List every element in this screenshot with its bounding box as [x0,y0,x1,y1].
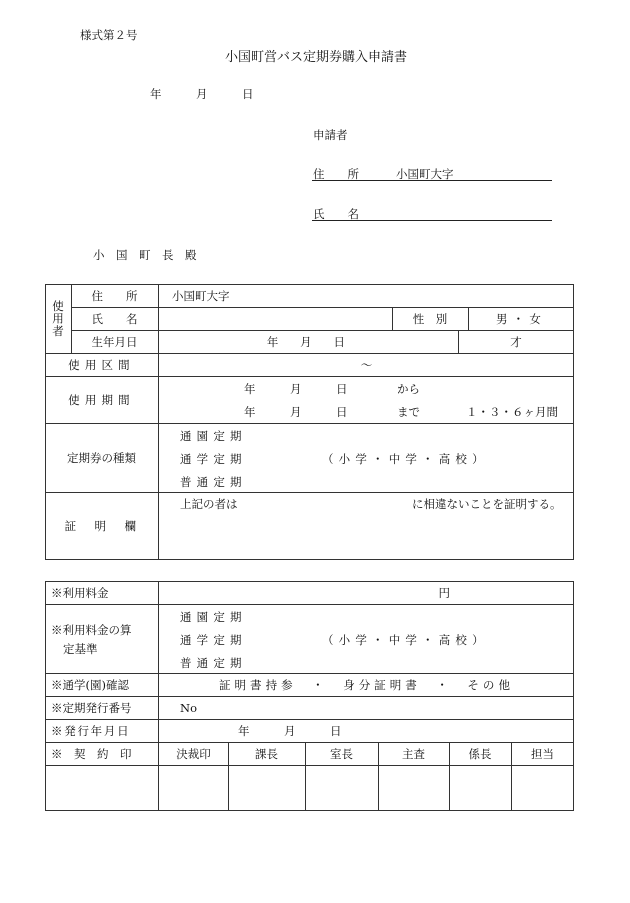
sex-options[interactable]: 男・女 [495,311,547,326]
serial-number-label: ※定期発行番号 [51,700,132,715]
applicant-name-underline[interactable] [312,220,552,221]
user-name-label: 氏 名 [91,311,138,326]
form-title: 小国町営バス定期券購入申請書 [225,50,408,65]
seal-box-approval[interactable] [159,766,228,810]
seal-box-section-chief[interactable] [229,766,305,810]
seal-label: ※契約印 [51,746,143,761]
ticket-type-label: 定期券の種類 [67,450,136,465]
form-number: 様式第２号 [80,28,138,42]
user-address-value[interactable]: 小国町大字 [172,288,230,303]
period-from-date[interactable]: 年 月 日 [244,382,348,396]
usage-period-label: 使用期間 [68,392,135,407]
certification-suffix: に相違ないことを証明する。 [412,497,562,511]
serial-number-value[interactable]: No [180,700,197,715]
seal-box-staff[interactable] [512,766,573,810]
seal-col-office-chief: 室長 [330,746,353,761]
issue-date-value[interactable]: 年 月 日 [238,724,342,738]
application-date: 年 月 日 [150,87,254,101]
ticket-option-school[interactable]: 通学定期 [180,452,247,466]
applicant-label: 申請者 [313,128,348,142]
seal-box-office-chief[interactable] [306,766,378,810]
fee-basis-label-1: ※利用料金の算 [51,623,132,637]
user-name-field[interactable] [159,307,392,330]
usage-section-value[interactable]: ～ [360,357,373,372]
verification-options[interactable]: 証明書持参 ・ 身分証明書 ・ その他 [219,677,514,692]
seal-col-subsection-chief: 係長 [468,746,492,761]
ticket-option-kindergarten[interactable]: 通園定期 [180,429,247,443]
period-from-suffix: から [397,382,420,396]
fee-school-levels[interactable]: （小学・中学・高校） [322,633,489,647]
period-to-suffix: まで [397,405,420,419]
applicant-address-label: 住 所 [313,167,359,181]
user-group-label: 使用者 [51,299,65,338]
seal-blank-label [46,766,158,810]
fee-option-kindergarten[interactable]: 通園定期 [180,610,247,624]
age-unit[interactable]: 才 [510,334,522,349]
applicant-name-label: 氏 名 [313,207,359,221]
period-to-date[interactable]: 年 月 日 [244,405,348,419]
fee-basis-label-2: 定基準 [63,642,98,656]
birthdate-value[interactable]: 年 月 日 [266,334,351,349]
user-address-label: 住 所 [91,288,138,303]
issue-date-label: ※発行年月日 [51,723,131,738]
applicant-address-value[interactable]: 小国町大字 [396,167,454,181]
seal-col-approval: 決裁印 [176,746,211,761]
seal-col-section-chief: 課長 [255,746,278,761]
sex-label: 性 別 [412,311,448,326]
birthdate-label: 生年月日 [91,334,138,349]
seal-col-staff: 担当 [531,746,554,761]
fee-option-regular[interactable]: 普通定期 [180,656,247,670]
fee-unit[interactable]: 円 [438,585,450,600]
fee-option-school[interactable]: 通学定期 [180,633,247,647]
period-durations[interactable]: １・３・６ヶ月間 [466,405,558,419]
verification-label: ※通学(園)確認 [51,677,129,692]
applicant-address-underline [312,180,552,181]
seal-box-supervisor[interactable] [379,766,449,810]
certification-label: 証明欄 [64,519,155,533]
addressee: 小 国 町 長 殿 [93,248,197,262]
certification-blank[interactable] [255,494,405,512]
usage-section-label: 使用区間 [68,357,135,372]
certification-prefix: 上記の者は [180,497,238,511]
ticket-school-levels[interactable]: （小学・中学・高校） [322,452,489,466]
seal-box-subsection-chief[interactable] [450,766,511,810]
seal-col-supervisor: 主査 [402,746,425,761]
fee-label: ※利用料金 [51,585,109,600]
ticket-option-regular[interactable]: 普通定期 [180,475,247,489]
